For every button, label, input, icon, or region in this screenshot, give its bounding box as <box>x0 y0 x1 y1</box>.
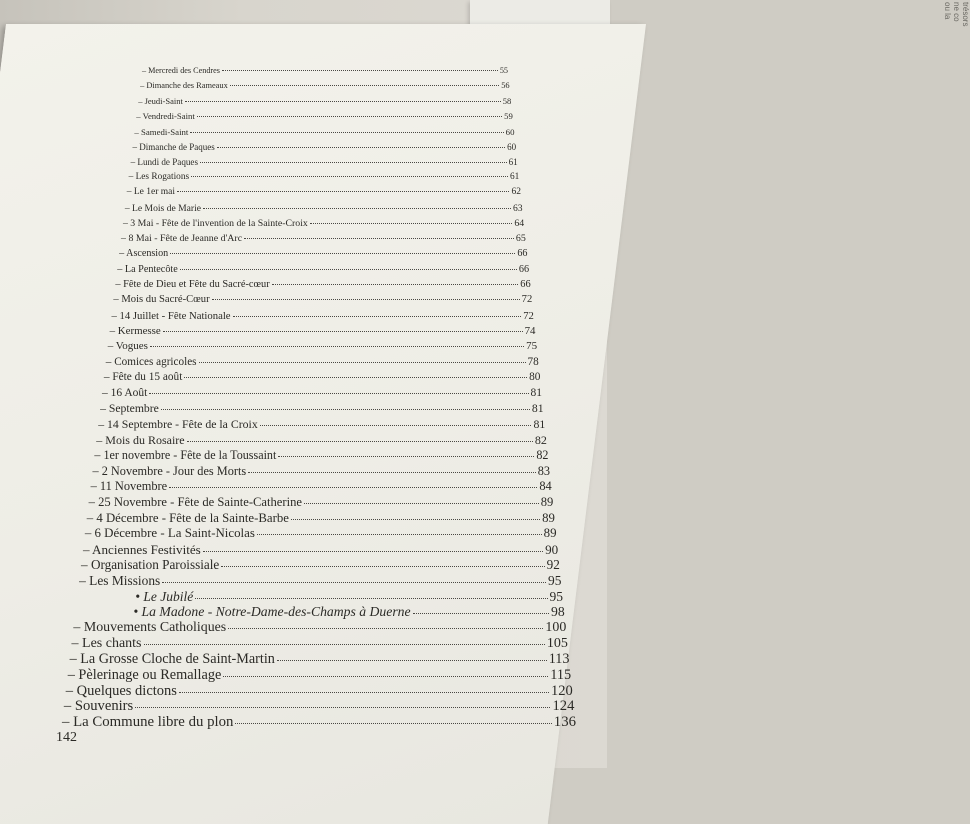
toc-entry-label: – 3 Mai - Fête de l'invention de la Sainte-Croix <box>122 217 308 229</box>
toc-entry-label: – 6 Décembre - La Saint-Nicolas <box>84 526 255 541</box>
toc-entry-label: – Jeudi-Saint <box>138 96 183 107</box>
toc-row <box>92 464 550 479</box>
toc-row <box>89 495 554 510</box>
toc-entry-label: – Comices agricoles <box>105 355 197 368</box>
toc-entry-label: – La Commune libre du plon <box>62 714 234 731</box>
toc-row <box>98 417 545 432</box>
toc-row <box>81 557 560 573</box>
toc-row <box>115 279 530 290</box>
toc-row <box>91 479 552 494</box>
toc-entry-label: – 2 Novembre - Jour des Morts <box>92 463 247 478</box>
toc-entry-label: – Mois du Rosaire <box>96 432 185 447</box>
toc-row <box>96 433 547 448</box>
toc-row <box>66 683 573 700</box>
corner-note-line: ou la <box>943 2 952 20</box>
toc-entry-label: – Pèlerinage ou Remallage <box>67 666 222 683</box>
toc-entry-page: 82 <box>534 432 547 447</box>
toc-row <box>132 142 516 152</box>
toc-entry-page: 92 <box>546 557 560 573</box>
toc-entry-page: 78 <box>527 355 539 368</box>
toc-entry-label: – Ascension <box>119 248 169 260</box>
toc-entry-label: – Le Mois de Marie <box>124 202 202 214</box>
toc-entry-page: 90 <box>545 541 559 557</box>
toc-entry-label: – Samedi-Saint <box>134 126 189 137</box>
toc-entry-page: 60 <box>505 126 515 137</box>
toc-row <box>113 294 532 305</box>
toc-entry-label: – Le 1er mai <box>126 187 176 198</box>
toc-entry-page: 55 <box>499 66 508 75</box>
dot-leader <box>150 346 524 347</box>
toc-entry-page: 80 <box>529 371 541 384</box>
dot-leader <box>200 162 507 163</box>
toc-row <box>112 310 534 322</box>
toc-entry-label: – Les Missions <box>79 572 161 588</box>
toc-entry-page: 120 <box>550 682 573 699</box>
toc-row <box>119 248 527 259</box>
corner-note <box>943 2 970 72</box>
toc-row <box>131 157 518 167</box>
dot-leader <box>144 644 545 645</box>
toc-entry-page: 66 <box>520 278 531 290</box>
toc-entry-label: – La Pentecôte <box>117 263 178 275</box>
toc-entry-label: – Mois du Sacré-Cœur <box>113 294 210 306</box>
toc-row <box>142 66 508 75</box>
toc-row <box>110 325 536 337</box>
toc-entry-label: – 1er novembre - Fête de la Toussaint <box>94 448 277 463</box>
toc-entry-label: – Les Rogations <box>128 172 190 183</box>
dot-leader <box>222 70 498 71</box>
toc-entry-page: 115 <box>550 666 572 683</box>
toc-entry-label: – Anciennes Festivités <box>82 541 201 557</box>
toc-entry-label: – Kermesse <box>109 324 161 337</box>
toc-row <box>62 714 576 731</box>
toc-entry-label: – Fête de Dieu et Fête du Sacré-cœur <box>115 278 270 290</box>
toc-entry-page: 63 <box>512 202 523 214</box>
toc-row <box>117 264 529 275</box>
dot-leader <box>277 660 547 661</box>
toc-entry-page: 95 <box>548 572 562 588</box>
toc-entry-label: – 14 Juillet - Fête Nationale <box>111 309 231 322</box>
toc-row <box>125 203 523 214</box>
toc-entry-page: 75 <box>526 340 538 353</box>
dot-leader <box>291 519 540 520</box>
dot-leader <box>135 707 550 708</box>
toc-entry-page: 61 <box>510 172 520 183</box>
toc-entry-label: – La Grosse Cloche de Saint-Martin <box>69 651 275 668</box>
toc-entry-label: – Dimanche des Rameaux <box>140 81 228 91</box>
toc-entry-label: – Fête du 15 août <box>103 371 183 384</box>
dot-leader <box>180 269 517 270</box>
toc-entry-page: 100 <box>545 619 567 635</box>
dot-leader <box>217 147 505 148</box>
toc-entry-page: 84 <box>539 479 552 494</box>
toc-entry-page: 58 <box>502 96 512 107</box>
dot-leader <box>177 191 509 192</box>
toc-row <box>108 340 537 352</box>
toc-entry-page: 124 <box>552 698 575 715</box>
toc-row <box>68 667 571 684</box>
corner-note-line: ne co <box>952 2 961 22</box>
dot-leader <box>260 425 532 426</box>
dot-leader <box>163 331 523 332</box>
dot-leader <box>161 409 530 410</box>
toc-entry-label: • Le Jubilé <box>135 588 194 604</box>
toc-row <box>133 604 564 620</box>
dot-leader <box>223 676 548 677</box>
toc-row <box>64 698 574 715</box>
toc-entry-page: 60 <box>507 141 517 152</box>
toc-entry-page: 74 <box>524 324 536 337</box>
dot-leader <box>179 692 549 693</box>
toc-entry-page: 105 <box>546 635 568 651</box>
dot-leader <box>244 238 514 239</box>
toc-entry-page: 83 <box>537 463 551 478</box>
dot-leader <box>203 551 543 552</box>
toc-entry-page: 66 <box>517 248 528 260</box>
toc-entry-page: 72 <box>521 294 533 306</box>
toc-entry-page: 65 <box>515 233 526 245</box>
dot-leader <box>221 566 544 567</box>
toc-entry-label: – 25 Novembre - Fête de Sainte-Catherine <box>88 495 302 510</box>
dot-leader <box>187 441 533 442</box>
toc-entry-label: – 14 Septembre - Fête de la Croix <box>98 417 258 432</box>
dot-leader <box>195 598 547 599</box>
toc-entry-page: 72 <box>523 309 534 322</box>
toc-entry-label: – Vogues <box>107 340 148 353</box>
toc-row <box>134 127 514 137</box>
toc-entry-page: 62 <box>511 187 521 198</box>
toc-entry-page: 59 <box>504 111 513 122</box>
toc-entry-page: 98 <box>550 604 565 620</box>
toc-entry-page: 61 <box>508 156 518 167</box>
toc-row <box>123 218 524 229</box>
toc-row <box>136 111 513 121</box>
toc-entry-page: 89 <box>540 495 554 510</box>
dot-leader <box>203 208 511 209</box>
toc-row <box>70 651 570 668</box>
toc-entry-label: – Les chants <box>71 635 142 651</box>
dot-leader <box>212 299 520 300</box>
dot-leader <box>304 503 539 504</box>
toc-entry-label: – Septembre <box>100 402 159 416</box>
dot-leader <box>170 253 515 254</box>
toc-entry-page: 66 <box>518 263 530 275</box>
dot-leader <box>413 613 549 614</box>
toc-row <box>100 402 544 415</box>
toc-entry-label: • La Madone - Notre-Dame-des-Champs à Duerne <box>133 604 411 620</box>
dot-leader <box>272 284 519 285</box>
dot-leader <box>310 223 513 224</box>
dot-leader <box>169 487 537 488</box>
toc-row <box>73 620 566 636</box>
toc-entry-label: – 4 Décembre - Fête de la Sainte-Barbe <box>86 510 289 525</box>
toc-entry-label: – Mercredi des Cendres <box>142 66 220 75</box>
toc-entry-label: – Dimanche de Paques <box>132 141 215 152</box>
toc-row <box>129 172 520 182</box>
dot-leader <box>257 534 542 535</box>
toc-row <box>138 96 511 106</box>
toc-row <box>87 511 555 526</box>
dot-leader <box>199 362 526 363</box>
dot-leader <box>149 393 528 394</box>
dot-leader <box>233 316 522 317</box>
toc-row <box>72 636 568 652</box>
toc-entry-label: – Souvenirs <box>63 698 134 715</box>
toc-row <box>83 542 558 558</box>
toc-row <box>106 356 539 368</box>
page-number: 142 <box>56 730 77 745</box>
toc-row <box>140 81 510 90</box>
dot-leader <box>228 628 543 629</box>
toc-row <box>127 187 521 197</box>
dot-leader <box>278 456 534 457</box>
dot-leader <box>248 472 536 473</box>
toc-entry-label: – Vendredi-Saint <box>136 111 195 122</box>
toc-entry-page: 113 <box>548 651 570 668</box>
toc-row <box>135 589 563 605</box>
toc-entry-page: 82 <box>536 448 549 463</box>
dot-leader <box>162 582 546 583</box>
toc-entry-label: – Quelques dictons <box>65 682 177 699</box>
toc-entry-page: 89 <box>542 510 555 525</box>
dot-leader <box>191 176 508 177</box>
toc-entry-page: 56 <box>501 81 510 91</box>
dot-leader <box>185 101 501 102</box>
toc-entry-page: 81 <box>530 386 542 399</box>
toc-row <box>79 573 561 589</box>
toc-entry-label: – Lundi de Paques <box>130 156 198 167</box>
toc-entry-label: – Organisation Paroissiale <box>81 557 220 573</box>
dot-leader <box>190 132 503 133</box>
toc-row <box>94 448 548 463</box>
toc-entry-page: 81 <box>533 417 546 432</box>
dot-leader <box>230 85 499 86</box>
toc-row <box>104 371 540 383</box>
toc-row <box>121 233 526 244</box>
dot-leader <box>235 723 551 724</box>
toc-entry-page: 81 <box>531 402 544 416</box>
toc-entry-page: 64 <box>514 217 525 229</box>
corner-note-line: trésors <box>961 2 970 27</box>
toc-row <box>102 387 542 399</box>
dot-leader <box>184 377 527 378</box>
toc-row <box>85 526 557 541</box>
dot-leader <box>197 116 502 117</box>
toc-entry-page: 89 <box>543 526 557 541</box>
toc-entry-label: – 8 Mai - Fête de Jeanne d'Arc <box>121 233 243 245</box>
toc-entry-page: 95 <box>549 588 564 604</box>
toc-entry-page: 136 <box>553 714 576 731</box>
toc-entry-label: – 16 Août <box>102 386 148 399</box>
toc-entry-label: – 11 Novembre <box>90 479 168 494</box>
toc-entry-label: – Mouvements Catholiques <box>73 619 227 635</box>
